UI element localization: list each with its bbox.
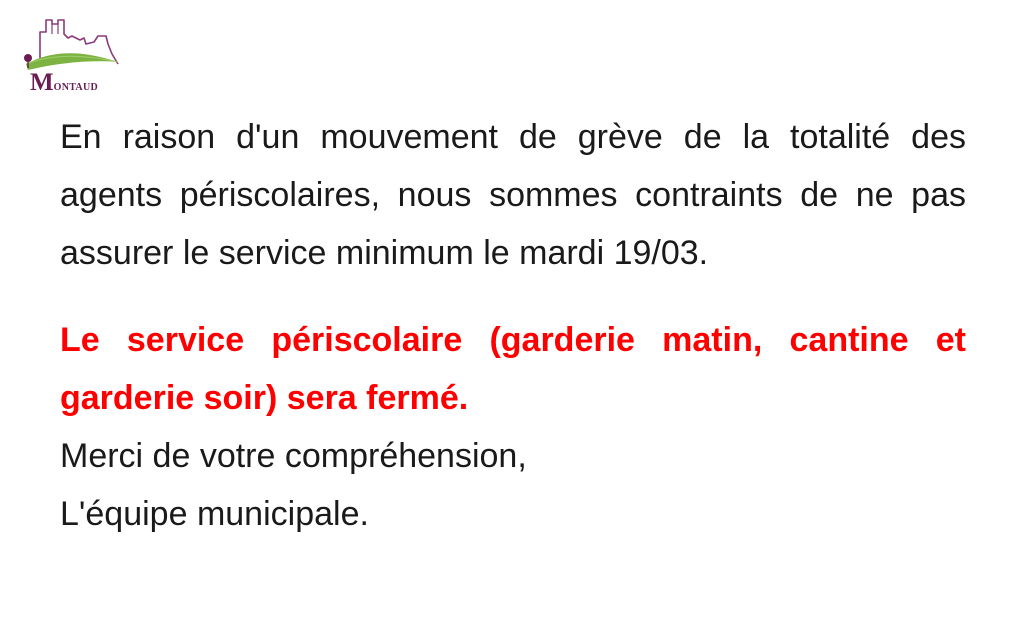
logo-wordmark [30,70,98,95]
strike-announcement: En raison d'un mouvement de grève de la totalité des agents périscolaires, nous sommes contraints de ne pas assurer le service minimum le mardi 19/03. [60,118,966,272]
logo-initial: M [30,69,54,96]
thanks-line: Merci de votre compréhension, [60,437,527,475]
montaud-logo [22,14,122,94]
notice-body [60,108,966,543]
logo-rest: ONTAUD [53,82,99,93]
closure-highlight: Le service périscolaire (garderie matin, cantine et garderie soir) sera fermé. [60,321,966,417]
signature-line: L'équipe municipale. [60,495,369,533]
